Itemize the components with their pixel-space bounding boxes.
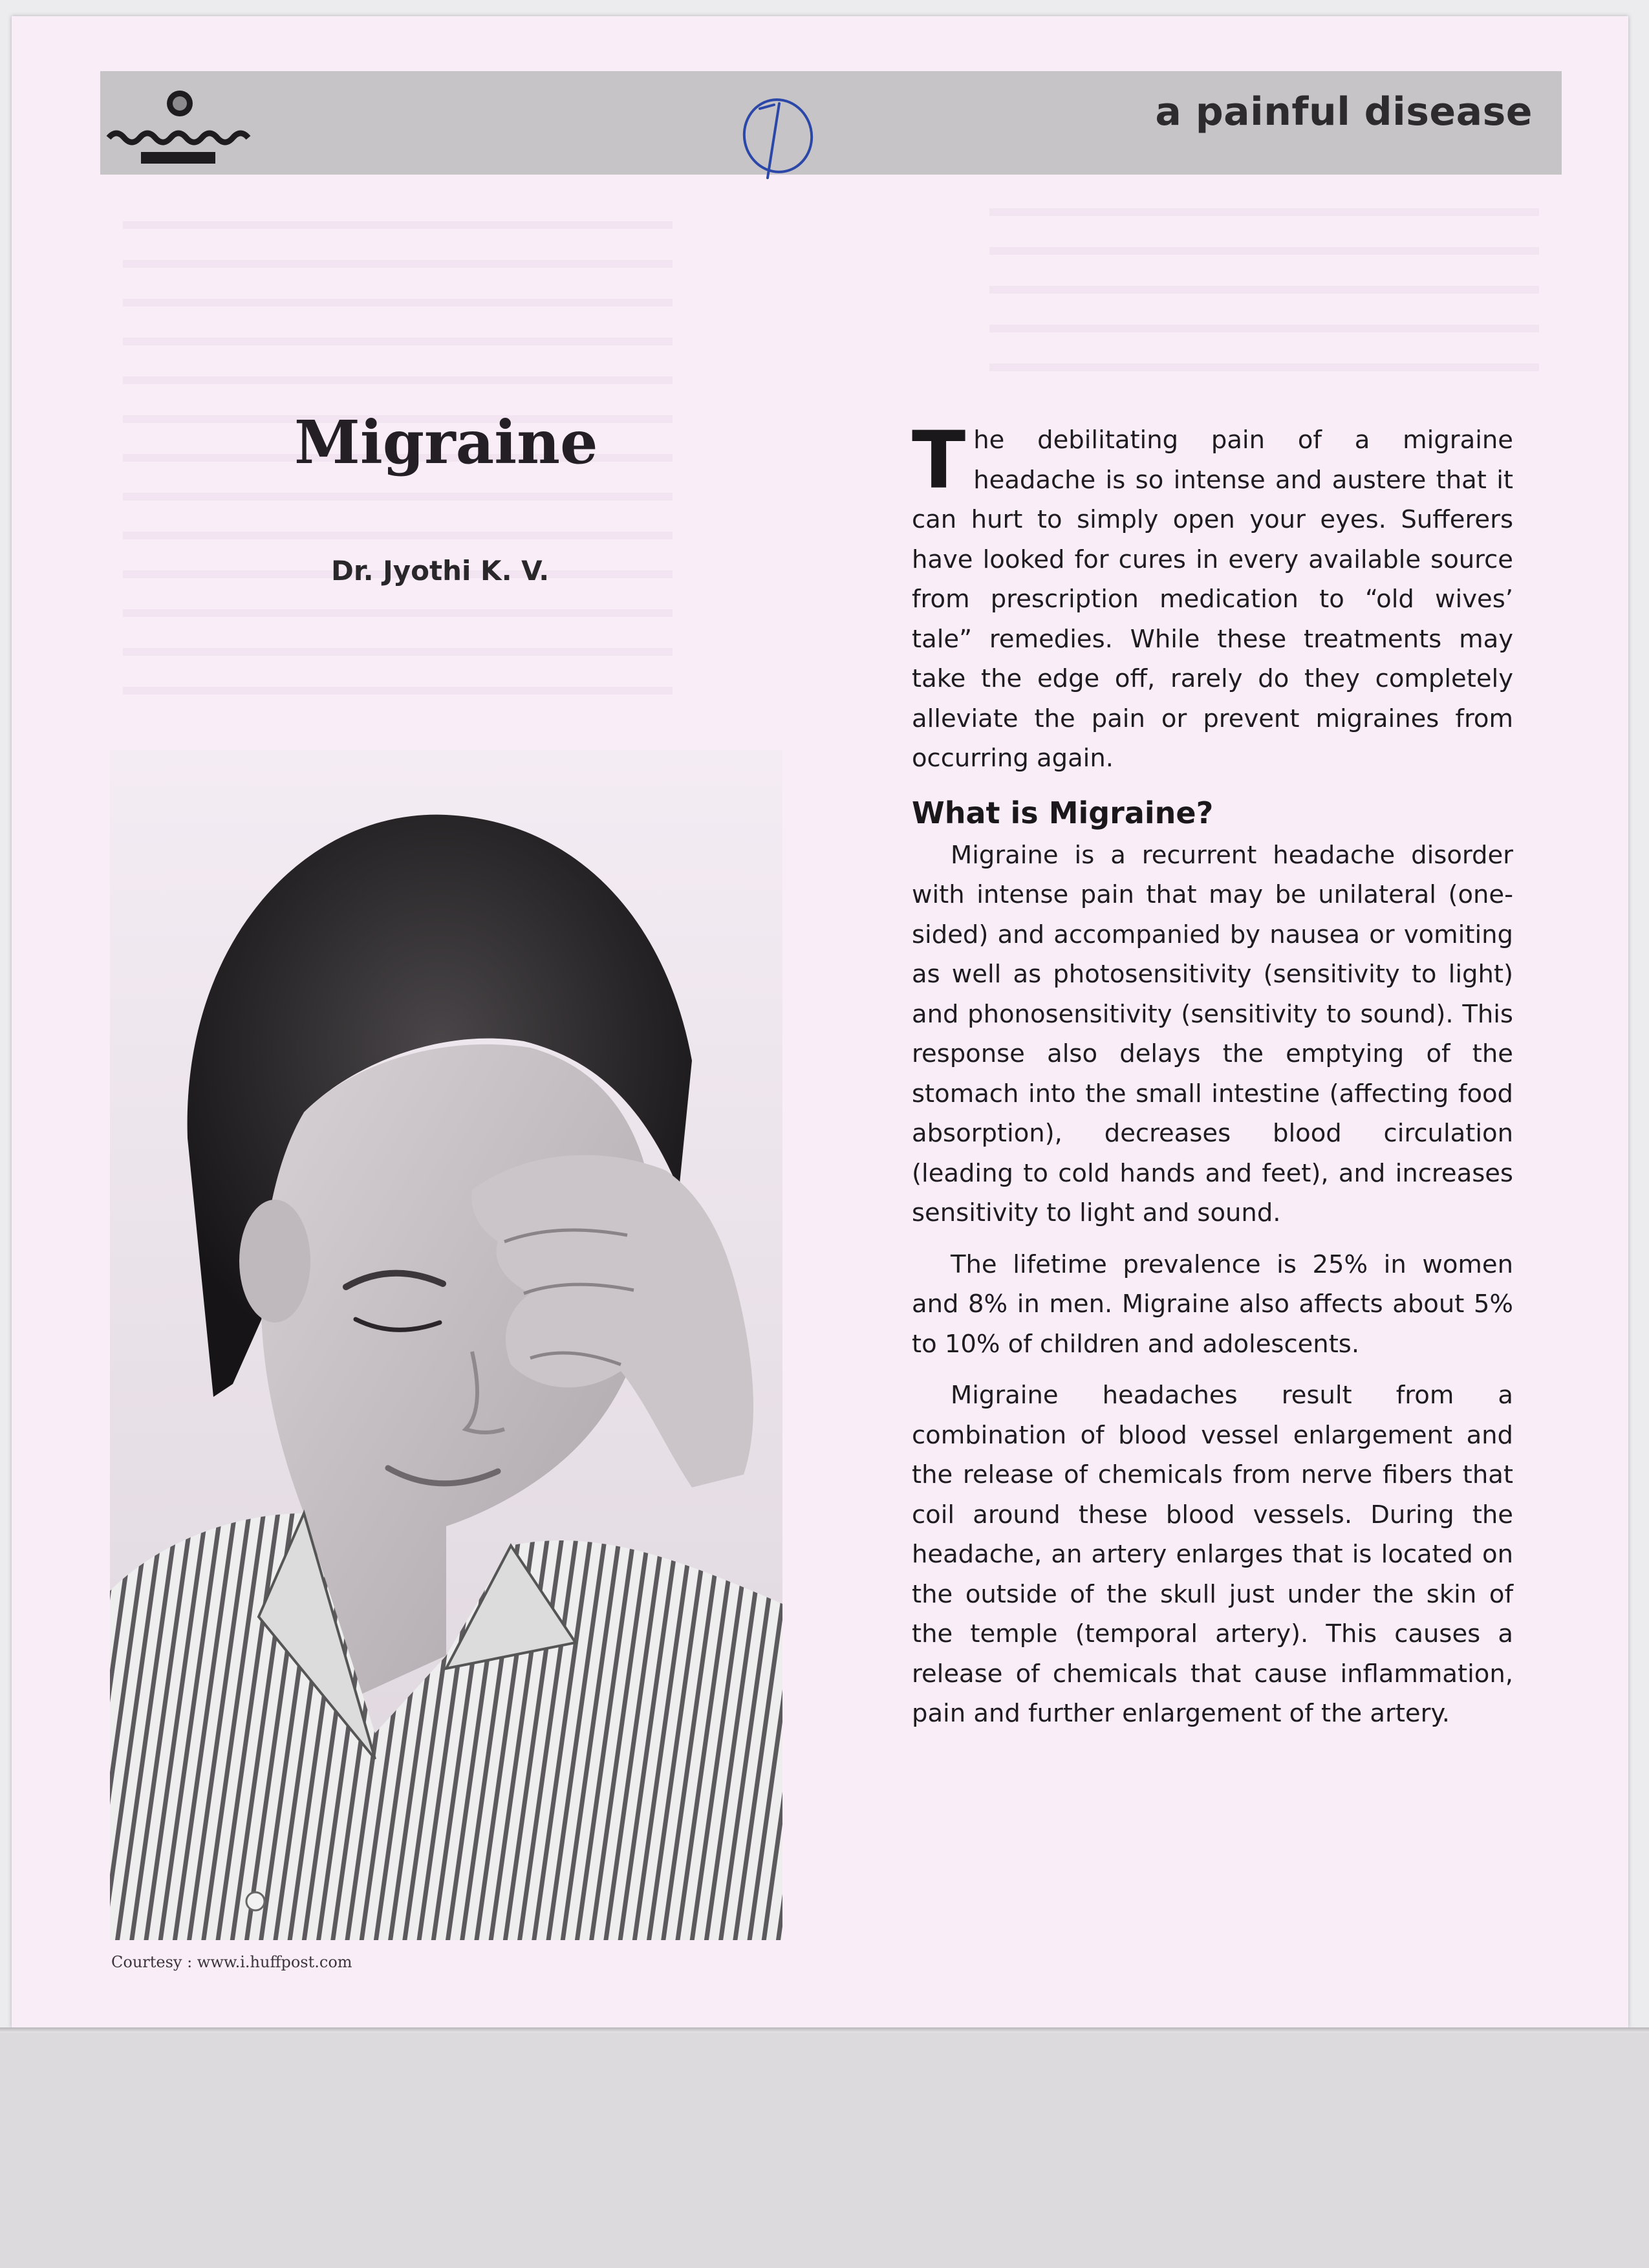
intro-paragraph [912, 415, 1513, 779]
section-title: a painful disease [1155, 89, 1533, 135]
article-body [912, 415, 1513, 1745]
author-byline: Dr. Jyothi K. V. [331, 555, 550, 587]
article-title: Migraine [294, 407, 598, 477]
paragraph-causes: Migraine headaches result from a combination of blood vessel enlargement and the release of chemicals from nerve fibers that coil around these blood vessels. During the headache, an artery enlarges that is located on the outside of the skull just under the skin of the temple (temporal artery). This causes a release of chemicals that cause inflammation, pain and further enlargement of the artery. [912, 1381, 1513, 1728]
intro-text: he debilitating pain of a migraine headache is so intense and austere that it can hurt to simply open your eyes. Sufferers have looked for cures in every available source from prescription medication to “old wives’ tale” remedies. While these treatments may take the edge off, rarely do they completely alleviate the pain or prevent migraines from occurring again. [912, 426, 1513, 773]
handwritten-page-mark [734, 91, 818, 188]
photo-courtesy: Courtesy : www.i.huffpost.com [111, 1953, 352, 1971]
woman-headache-photo [110, 750, 782, 1940]
page-edge [0, 2027, 1649, 2033]
subheading: What is Migraine? [912, 795, 1214, 830]
drop-cap: T [912, 415, 966, 506]
paragraph-definition: Migraine is a recurrent headache disorder with intense pain that may be unilateral (one-sided) and accompanied by nausea or vomiting as well as photosensitivity (sensitivity to light) and phonosensitivity (sensitivity to sound). This response also delays the emptying of the stomach into the small intestine (affecting food absorption), decreases blood circulation (leading to cold hands and feet), and increases sensitivity to light and sound. [912, 840, 1513, 1227]
magazine-logo-icon [103, 81, 265, 171]
scanner-background [0, 2033, 1649, 2268]
show-through-right [989, 194, 1539, 401]
paragraph-prevalence: The lifetime prevalence is 25% in women and 8% in men. Migraine also affects about 5% to 10% of children and adolescents. [912, 1249, 1513, 1359]
